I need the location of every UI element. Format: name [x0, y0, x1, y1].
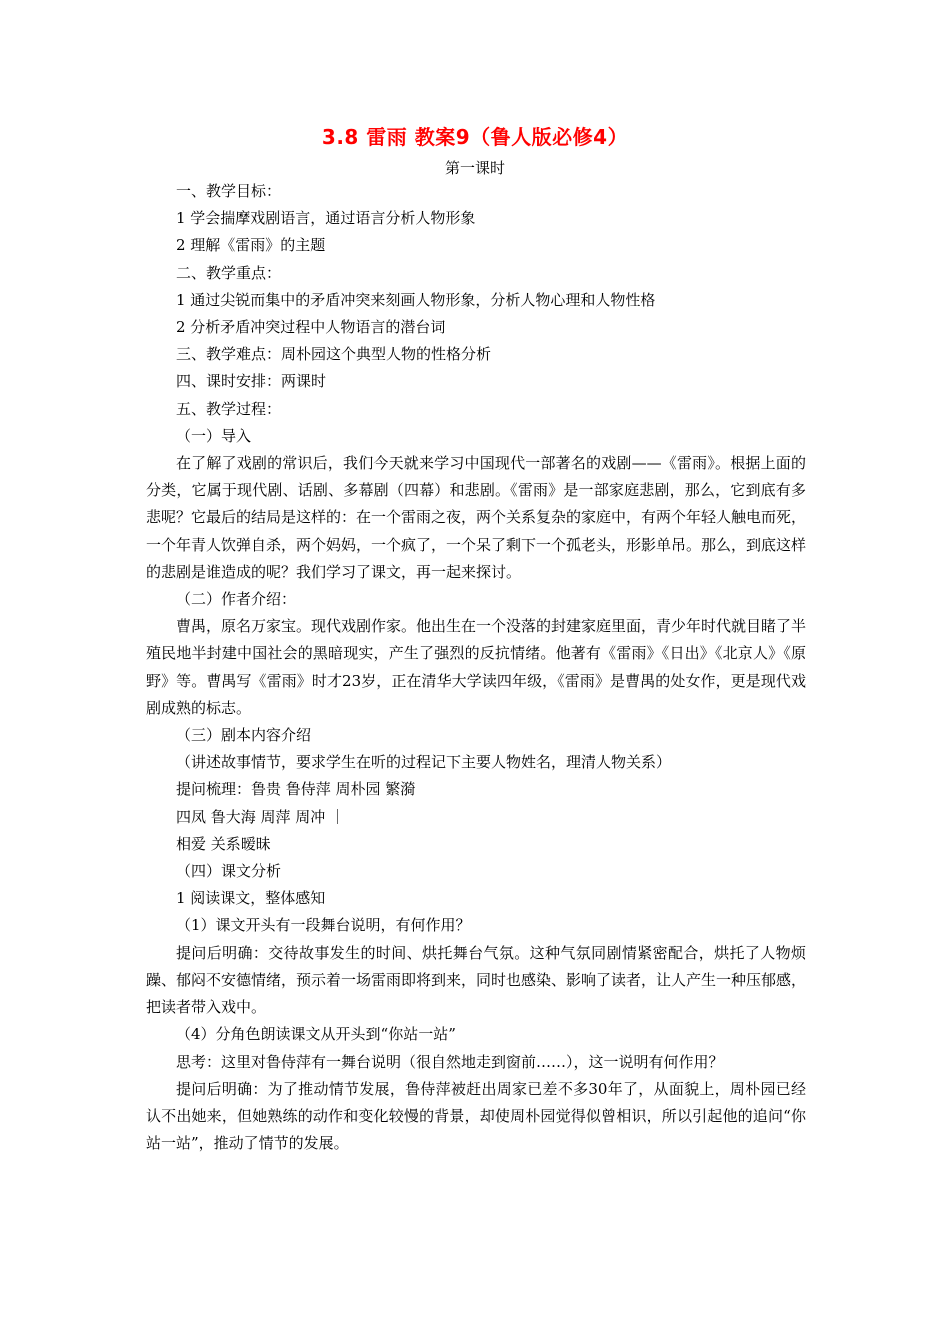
- document-subtitle: 第一课时: [444, 159, 505, 177]
- paragraph: （四）课文分析: [176, 862, 282, 881]
- paragraph: 三、教学难点：周朴园这个典型人物的性格分析: [176, 345, 492, 364]
- paragraph: （二）作者介绍：: [176, 590, 297, 609]
- paragraph: 1 阅读课文，整体感知: [176, 889, 326, 908]
- document-body: [146, 178, 806, 1157]
- paragraph: （1）课文开头有一段舞台说明，有何作用？: [176, 916, 471, 935]
- paragraph: 曹禺，原名万家宝。现代戏剧作家。他出生在一个没落的封建家庭里面，青少年时代就目睹了半殖民地半封建中国社会的黑暗现实，产生了强烈的反抗情绪。他著有《雷雨》《日出》《北京人》《原野》等。曹禺写《雷雨》时才23岁，正在清华大学读四年级，《雷雨》是曹禺的处女作，更是现代戏剧成熟的标志。: [146, 617, 807, 717]
- paragraph: 一、教学目标：: [176, 182, 282, 200]
- paragraph: 2 理解《雷雨》的主题: [176, 236, 326, 255]
- paragraph: 五、教学过程：: [176, 399, 282, 418]
- paragraph: 2 分析矛盾冲突过程中人物语言的潜台词: [176, 318, 446, 337]
- document-title: 3.8 雷雨 教案9（鲁人版必修4）: [321, 125, 629, 149]
- paragraph: 相爱 关系暧昧: [176, 834, 271, 853]
- paragraph: 二、教学重点：: [176, 263, 282, 282]
- paragraph: （4）分角色朗读课文从开头到“你站一站”: [176, 1025, 456, 1044]
- paragraph: 提问后明确：为了推动情节发展，鲁侍萍被赶出周家已差不多30年了，从面貌上，周朴园已经认不出她来，但她熟练的动作和变化较慢的背景，却使周朴园觉得似曾相识，所以引起他的追问“你站一站”，推动了情节的发展。: [146, 1079, 806, 1153]
- paragraph: 四凤 鲁大海 周萍 周冲 ｜: [176, 807, 346, 826]
- paragraph: 在了解了戏剧的常识后，我们今天就来学习中国现代一部著名的戏剧——《雷雨》。根据上面的分类，它属于现代剧、话剧、多幕剧（四幕）和悲剧。《雷雨》是一部家庭悲剧，那么，它到底有多悲呢？它最后的结局是这样的：在一个雷雨之夜，两个关系复杂的家庭中，有两个年轻人触电而死，一个年青人饮弹自杀，两个妈妈，一个疯了，一个呆了剩下一个孤老头，形影单吊。那么，到底这样的悲剧是谁造成的呢？我们学习了课文，再一起来探讨。: [146, 454, 807, 581]
- paragraph: （三）剧本内容介绍: [176, 726, 312, 745]
- paragraph: 1 通过尖锐而集中的矛盾冲突来刻画人物形象，分析人物心理和人物性格: [176, 290, 656, 309]
- paragraph: 提问后明确：交待故事发生的时间、烘托舞台气氛。这种气氛同剧情紧密配合，烘托了人物烦躁、郁闷不安德情绪，预示着一场雷雨即将到来，同时也感染、影响了读者，让人产生一种压郁感，把读者带入戏中。: [146, 943, 807, 1017]
- paragraph: （一）导入: [176, 426, 252, 445]
- paragraph: 四、课时安排：两课时: [176, 372, 327, 391]
- paragraph: （讲述故事情节，要求学生在听的过程记下主要人物姓名，理清人物关系）: [176, 753, 672, 772]
- paragraph: 1 学会揣摩戏剧语言，通过语言分析人物形象: [176, 209, 476, 228]
- paragraph: 提问梳理：鲁贵 鲁侍萍 周朴园 繁漪: [176, 780, 416, 799]
- paragraph: 思考：这里对鲁侍萍有一舞台说明（很自然地走到窗前……），这一说明有何作用？: [176, 1052, 724, 1071]
